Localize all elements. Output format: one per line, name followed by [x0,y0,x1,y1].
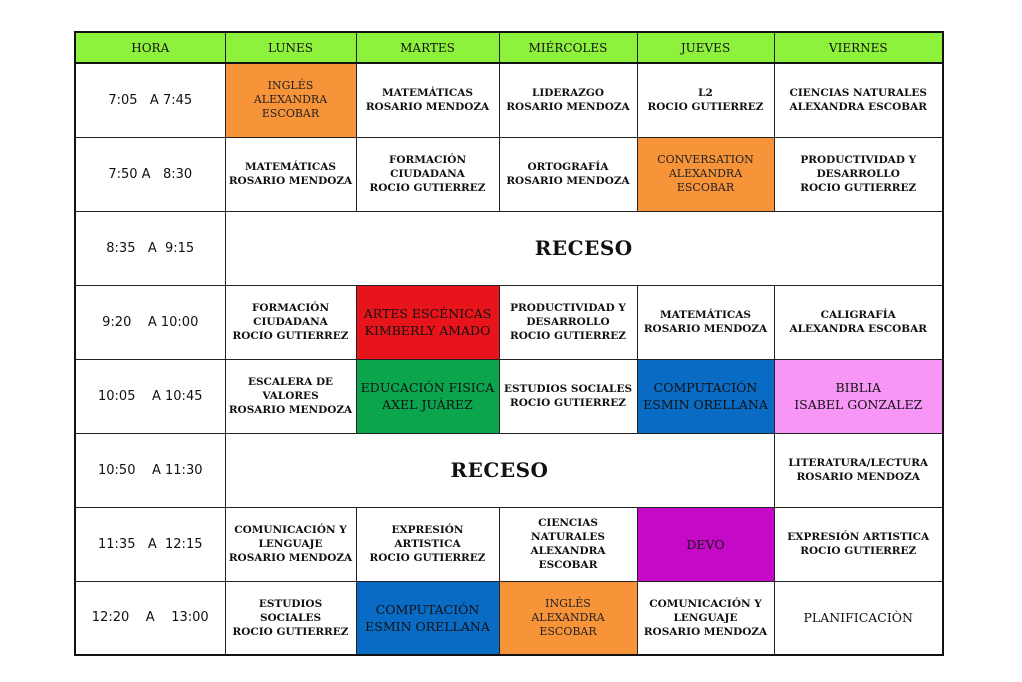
time-slot-cell: 9:20 A 10:00 [75,285,225,359]
class-cell-viernes: BIBLIA ISABEL GONZALEZ [774,359,943,433]
schedule-row [75,359,943,433]
class-cell-jueves: CONVERSATION ALEXANDRA ESCOBAR [637,137,774,211]
schedule-row [75,137,943,211]
class-cell-martes: MATEMÁTICAS ROSARIO MENDOZA [356,63,499,137]
header-row [75,32,943,63]
class-cell-martes: EXPRESIÓN ARTISTICA ROCIO GUTIERREZ [356,507,499,581]
time-slot-cell: 10:50 A 11:30 [75,433,225,507]
class-cell-lunes: MATEMÁTICAS ROSARIO MENDOZA [225,137,356,211]
schedule-row [75,211,943,285]
time-slot-cell: 7:05 A 7:45 [75,63,225,137]
class-cell-jueves: L2 ROCIO GUTIERREZ [637,63,774,137]
class-cell-jueves: COMPUTACIÓN ESMIN ORELLANA [637,359,774,433]
class-cell-jueves: COMUNICACIÓN Y LENGUAJE ROSARIO MENDOZA [637,581,774,655]
class-cell-lunes: COMUNICACIÓN Y LENGUAJE ROSARIO MENDOZA [225,507,356,581]
header-martes: MARTES [356,32,499,63]
schedule-body [75,63,943,655]
receso-cell: RECESO [225,211,943,285]
class-cell-miercoles: ESTUDIOS SOCIALES ROCIO GUTIERREZ [499,359,637,433]
class-cell-viernes: CIENCIAS NATURALES ALEXANDRA ESCOBAR [774,63,943,137]
class-cell-miercoles: LIDERAZGO ROSARIO MENDOZA [499,63,637,137]
class-cell-viernes: EXPRESIÓN ARTISTICA ROCIO GUTIERREZ [774,507,943,581]
class-cell-viernes: CALIGRAFÍA ALEXANDRA ESCOBAR [774,285,943,359]
class-cell-miercoles: CIENCIAS NATURALES ALEXANDRA ESCOBAR [499,507,637,581]
class-cell-miercoles: ORTOGRAFÍA ROSARIO MENDOZA [499,137,637,211]
class-cell-lunes: INGLÉS ALEXANDRA ESCOBAR [225,63,356,137]
header-viernes: VIERNES [774,32,943,63]
header-jueves: JUEVES [637,32,774,63]
class-cell-martes: FORMACIÓN CIUDADANA ROCIO GUTIERREZ [356,137,499,211]
class-cell-viernes: LITERATURA/LECTURA ROSARIO MENDOZA [774,433,943,507]
class-cell-viernes: PRODUCTIVIDAD Y DESARROLLO ROCIO GUTIERREZ [774,137,943,211]
class-cell-martes: ARTES ESCÉNICAS KIMBERLY AMADO [356,285,499,359]
time-slot-cell: 7:50 A 8:30 [75,137,225,211]
class-cell-lunes: ESCALERA DE VALORES ROSARIO MENDOZA [225,359,356,433]
time-slot-cell: 10:05 A 10:45 [75,359,225,433]
class-cell-viernes: PLANIFICACIÒN [774,581,943,655]
schedule-row [75,63,943,137]
time-slot-cell: 12:20 A 13:00 [75,581,225,655]
class-schedule-table [74,31,944,656]
time-slot-cell: 8:35 A 9:15 [75,211,225,285]
time-slot-cell: 11:35 A 12:15 [75,507,225,581]
class-cell-jueves: DEVO [637,507,774,581]
schedule-row [75,285,943,359]
schedule-row [75,581,943,655]
schedule-row [75,507,943,581]
class-cell-miercoles: PRODUCTIVIDAD Y DESARROLLO ROCIO GUTIERREZ [499,285,637,359]
class-cell-miercoles: INGLÉS ALEXANDRA ESCOBAR [499,581,637,655]
receso-cell: RECESO [225,433,774,507]
header-lunes: LUNES [225,32,356,63]
header-miercoles: MIÉRCOLES [499,32,637,63]
header-hora: HORA [75,32,225,63]
schedule-header [75,32,943,63]
class-cell-martes: EDUCACIÓN FISICA AXEL JUÁREZ [356,359,499,433]
class-cell-jueves: MATEMÁTICAS ROSARIO MENDOZA [637,285,774,359]
schedule-row [75,433,943,507]
class-cell-lunes: FORMACIÓN CIUDADANA ROCIO GUTIERREZ [225,285,356,359]
class-cell-lunes: ESTUDIOS SOCIALES ROCIO GUTIERREZ [225,581,356,655]
class-cell-martes: COMPUTACIÓN ESMIN ORELLANA [356,581,499,655]
